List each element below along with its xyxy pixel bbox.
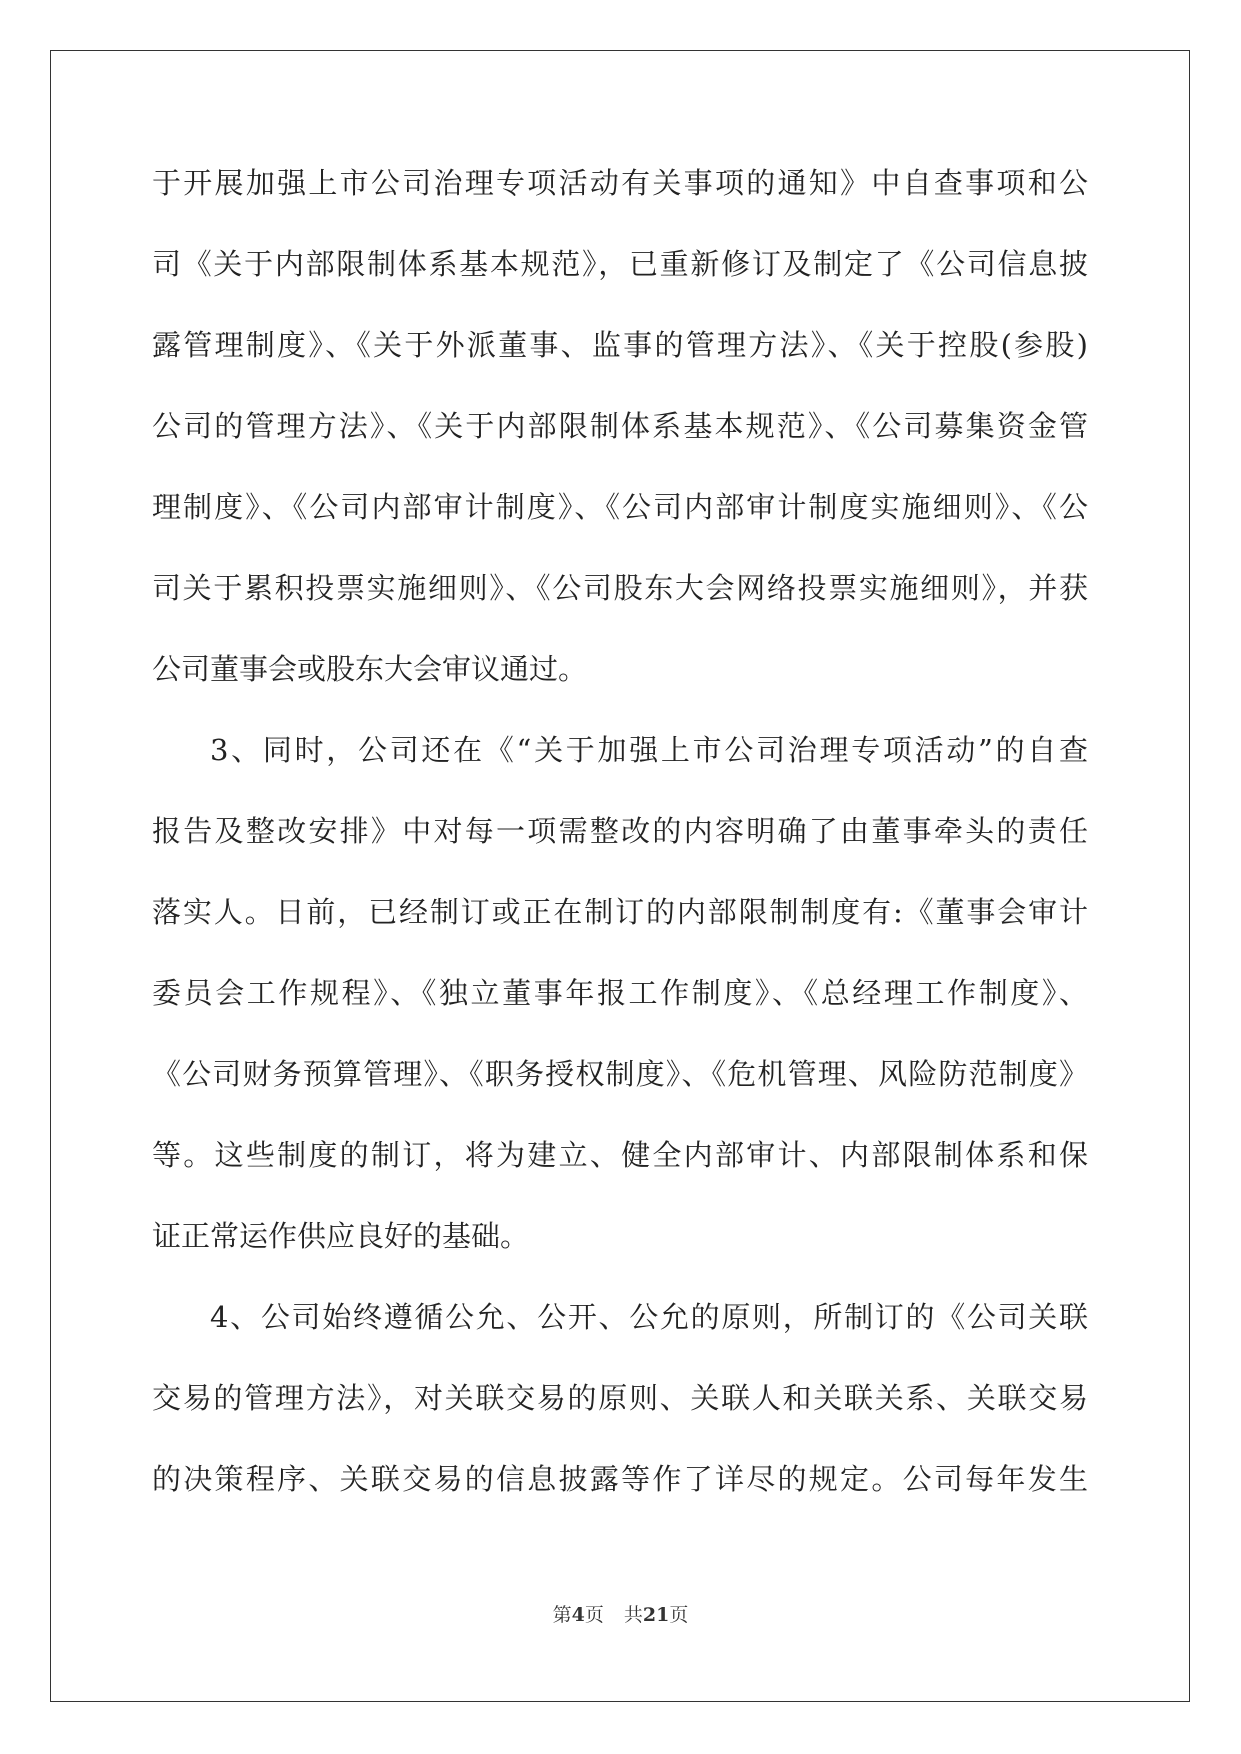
- text-line: 3、同时，公司还在《“关于加强上市公司治理专项活动”的自查: [210, 733, 1088, 767]
- document-body: [152, 156, 1088, 1533]
- footer-prefix: 第: [552, 1604, 572, 1626]
- text-line: 等。这些制度的制订，将为建立、健全内部审计、内部限制体系和保: [152, 1138, 1088, 1172]
- text-line: 理制度》、《公司内部审计制度》、《公司内部审计制度实施细则》、《公: [152, 490, 1088, 524]
- text-line: 《公司财务预算管理》、《职务授权制度》、《危机管理、风险防范制度》: [152, 1057, 1088, 1091]
- page-footer: [0, 1600, 1241, 1627]
- total-pages: 21: [642, 1604, 670, 1626]
- text-line: 司关于累积投票实施细则》、《公司股东大会网络投票实施细则》，并获: [152, 571, 1088, 605]
- text-line: 于开展加强上市公司治理专项活动有关事项的通知》中自查事项和公: [152, 166, 1088, 200]
- text-line: 露管理制度》、《关于外派董事、监事的管理方法》、《关于控股(参股): [152, 328, 1088, 362]
- text-line: 证正常运作供应良好的基础。: [152, 1219, 530, 1253]
- text-line: 4、公司始终遵循公允、公开、公允的原则，所制订的《公司关联: [210, 1300, 1088, 1334]
- text-line: 司《关于内部限制体系基本规范》，已重新修订及制定了《公司信息披: [152, 247, 1088, 281]
- text-line: 公司的管理方法》、《关于内部限制体系基本规范》、《公司募集资金管: [152, 409, 1088, 443]
- footer-total-suffix: 页: [669, 1604, 689, 1626]
- text-line: 的决策程序、关联交易的信息披露等作了详尽的规定。公司每年发生: [152, 1462, 1088, 1496]
- footer-page-suffix: 页: [584, 1604, 604, 1626]
- text-line: 委员会工作规程》、《独立董事年报工作制度》、《总经理工作制度》、: [152, 976, 1088, 1010]
- text-line: 公司董事会或股东大会审议通过。: [152, 652, 588, 686]
- text-line: 交易的管理方法》，对关联交易的原则、关联人和关联关系、关联交易: [152, 1381, 1088, 1415]
- page-number: 4: [571, 1604, 585, 1626]
- text-line: 报告及整改安排》中对每一项需整改的内容明确了由董事牵头的责任: [152, 814, 1088, 848]
- text-line: 落实人。日前，已经制订或正在制订的内部限制制度有:《董事会审计: [152, 895, 1088, 929]
- footer-total-prefix: 共: [623, 1604, 643, 1626]
